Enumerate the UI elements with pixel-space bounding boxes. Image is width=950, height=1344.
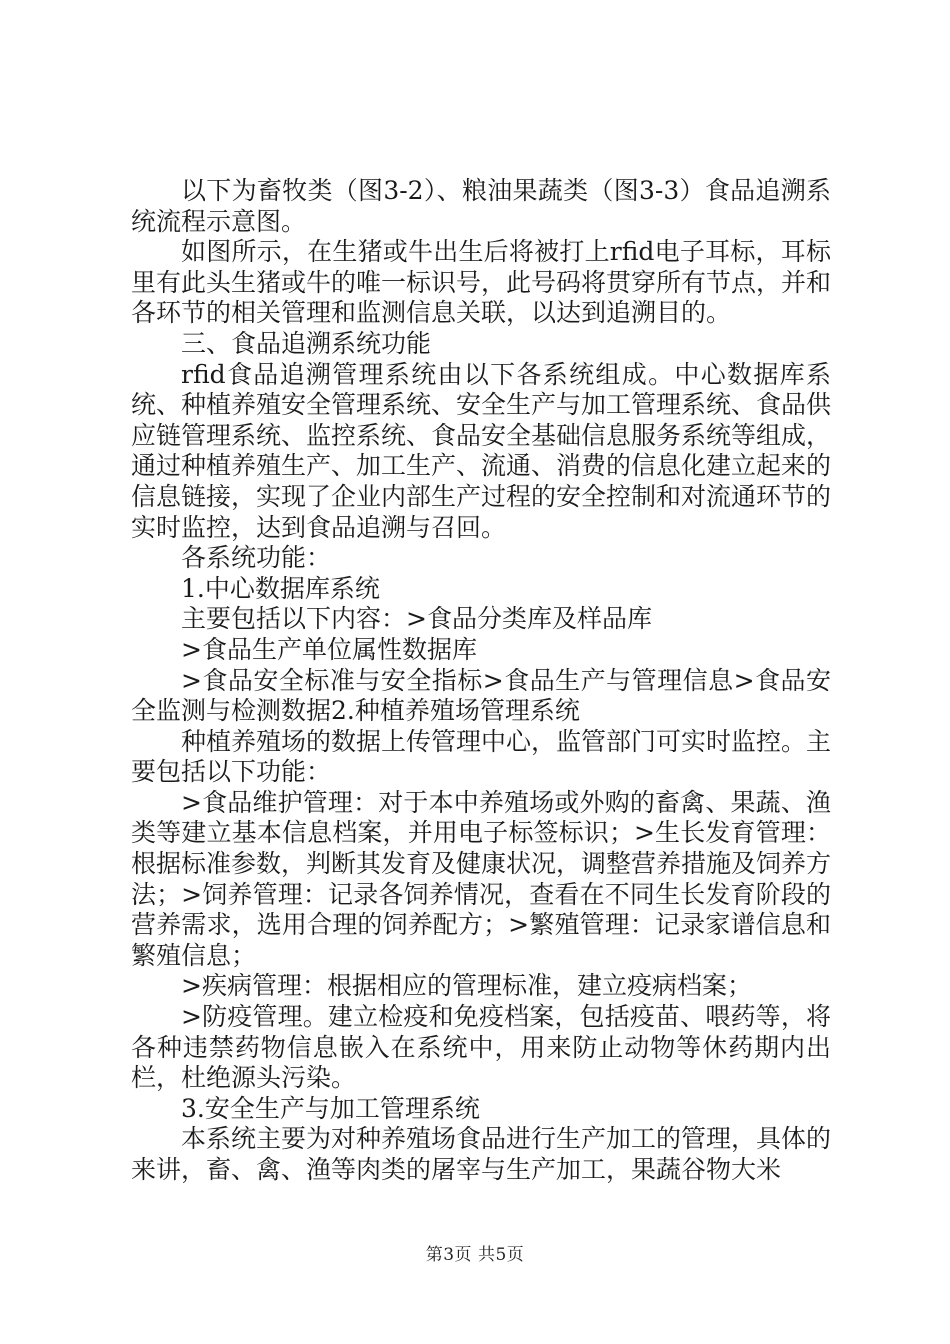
subheading-production-processing: 3.安全生产与加工管理系统 [181,1093,480,1123]
paragraph-farm-management-functions: >食品维护管理：对于本中养殖场或外购的畜禽、果蔬、渔类等建立基本信息档案，并用电子标签标识；>生长发育管理：根据标准参数，判断其发育及健康状况，调整营养措施及饲养方法；>饲养管理：记录各饲养情况，查看在不同生长发育阶段的营养需求，选用合理的饲养配方；>繁殖管理：记录家谱信息和繁殖信息； [131,787,832,970]
document-body [131,176,831,1186]
paragraph-system-functions-label: 各系统功能： [181,543,332,573]
paragraph-farm-upload: 种植养殖场的数据上传管理中心，监管部门可实时监控。主要包括以下功能： [131,726,832,787]
paragraph-intro: 以下为畜牧类（图3-2）、粮油果蔬类（图3-3）食品追溯系统流程示意图。 [131,176,831,236]
list-item-classification-library: 主要包括以下内容：>食品分类库及样品库 [181,604,652,634]
list-item-producer-database: >食品生产单位属性数据库 [181,634,477,664]
paragraph-system-composition: rfid食品追溯管理系统由以下各系统组成。中心数据库系统、种植养殖安全管理系统、安全生产与加工管理系统、食品供应链管理系统、监控系统、食品安全基础信息服务系统等组成，通过种植养殖生产、加工生产、流通、消费的信息化建立起来的信息链接，实现了企业内部生产过程的安全控制和对流通环节的实时监控，达到食品追溯与召回。 [131,359,832,542]
page-footer [0,1240,950,1265]
paragraph-processing-description: 本系统主要为对种养殖场食品进行生产加工的管理，具体的来讲，畜、禽、渔等肉类的屠宰与生产加工，果蔬谷物大米 [131,1124,832,1184]
subheading-central-database: 1.中心数据库系统 [181,573,380,603]
section-heading-functions: 三、食品追溯系统功能 [181,328,432,358]
list-item-disease-management: >疾病管理：根据相应的管理标准，建立疫病档案； [181,971,752,1001]
list-item-standards-and-breeding-heading: >食品安全标准与安全指标>食品生产与管理信息>食品安全监测与检测数据2.种植养殖场管理系统 [131,665,831,726]
page-number-label: 第3页 共5页 [425,1245,525,1265]
list-item-epidemic-prevention: >防疫管理。建立检疫和免疫档案，包括疫苗、喂药等，将各种违禁药物信息嵌入在系统中，用来防止动物等休药期内出栏，杜绝源头污染。 [131,1002,831,1093]
paragraph-rfid-ear-tag: 如图所示，在生猪或牛出生后将被打上rfid电子耳标，耳标里有此头生猪或牛的唯一标识号，此号码将贯穿所有节点，并和各环节的相关管理和监测信息关联，以达到追溯目的。 [131,237,832,328]
